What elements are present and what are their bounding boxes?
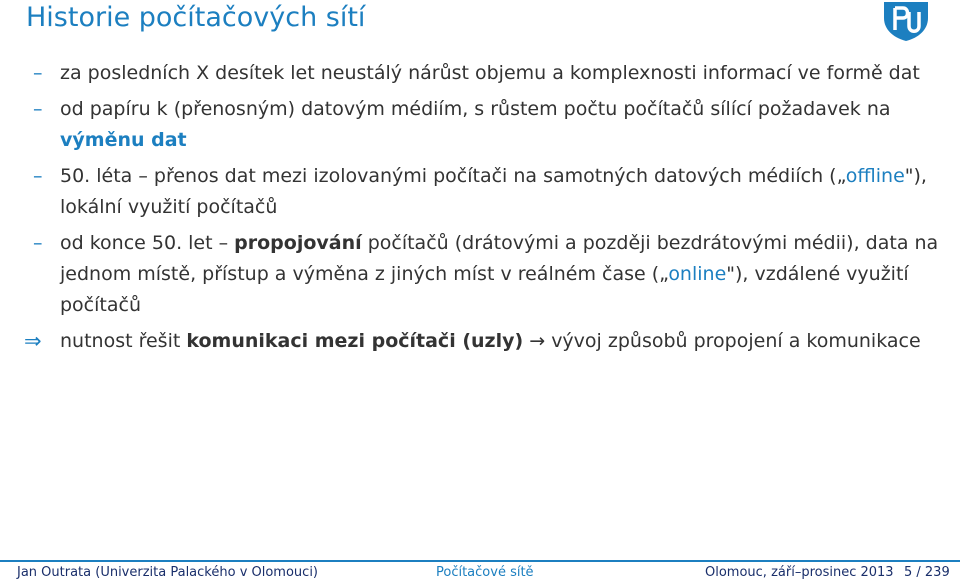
slide-footer — [0, 560, 960, 584]
bold-text: propojování — [234, 232, 362, 254]
item-text: počítačů (drátovými a později bezdrátovými médii), data na jednom místě, přístup a výměna z jiných míst v reálném čase („ — [60, 232, 939, 285]
slide-content — [24, 58, 954, 362]
dash-bullet-icon: – — [33, 98, 43, 120]
footer-author: Jan Outrata (Univerzita Palackého v Olomouci) — [17, 565, 318, 580]
item-text: od konce 50. let – — [60, 232, 235, 254]
bullet-item — [24, 228, 954, 321]
bullet-item — [24, 58, 954, 89]
dash-bullet-icon: – — [33, 232, 43, 254]
slide-title: Historie počítačových sítí — [26, 2, 366, 33]
footer-page-number: 5 / 239 — [904, 565, 950, 580]
bullet-item — [24, 94, 954, 156]
highlighted-text: online — [668, 263, 727, 285]
implies-arrow-icon: ⇒ — [24, 329, 42, 353]
item-text: nutnost řešit — [60, 330, 187, 352]
item-text: "), lokální využití počítačů — [60, 165, 927, 218]
highlighted-text: výměnu dat — [60, 129, 187, 151]
bullet-item — [24, 161, 954, 223]
university-logo-icon — [880, 0, 932, 42]
footer-place-date: Olomouc, září–prosinec 2013 — [705, 565, 894, 580]
dash-bullet-icon: – — [33, 165, 43, 187]
bold-text: komunikaci mezi počítači (uzly) — [186, 330, 524, 352]
footer-course: Počítačové sítě — [436, 565, 534, 580]
dash-bullet-icon: – — [33, 62, 43, 84]
item-text: 50. léta – přenos dat mezi izolovanými počítači na samotných datových médiích („ — [60, 165, 846, 187]
item-text: → — [523, 330, 552, 352]
item-text: za posledních X desítek let neustálý nárůst objemu a komplexnosti informací ve formě dat — [60, 62, 920, 84]
highlighted-text: offline — [845, 165, 905, 187]
item-text: od papíru k (přenosným) datovým médiím, s růstem počtu počítačů sílící požadavek na — [60, 98, 891, 120]
bullet-item — [24, 326, 954, 357]
item-text: "), vzdálené využití počítačů — [60, 263, 909, 316]
item-text: vývoj způsobů propojení a komunikace — [551, 330, 921, 352]
